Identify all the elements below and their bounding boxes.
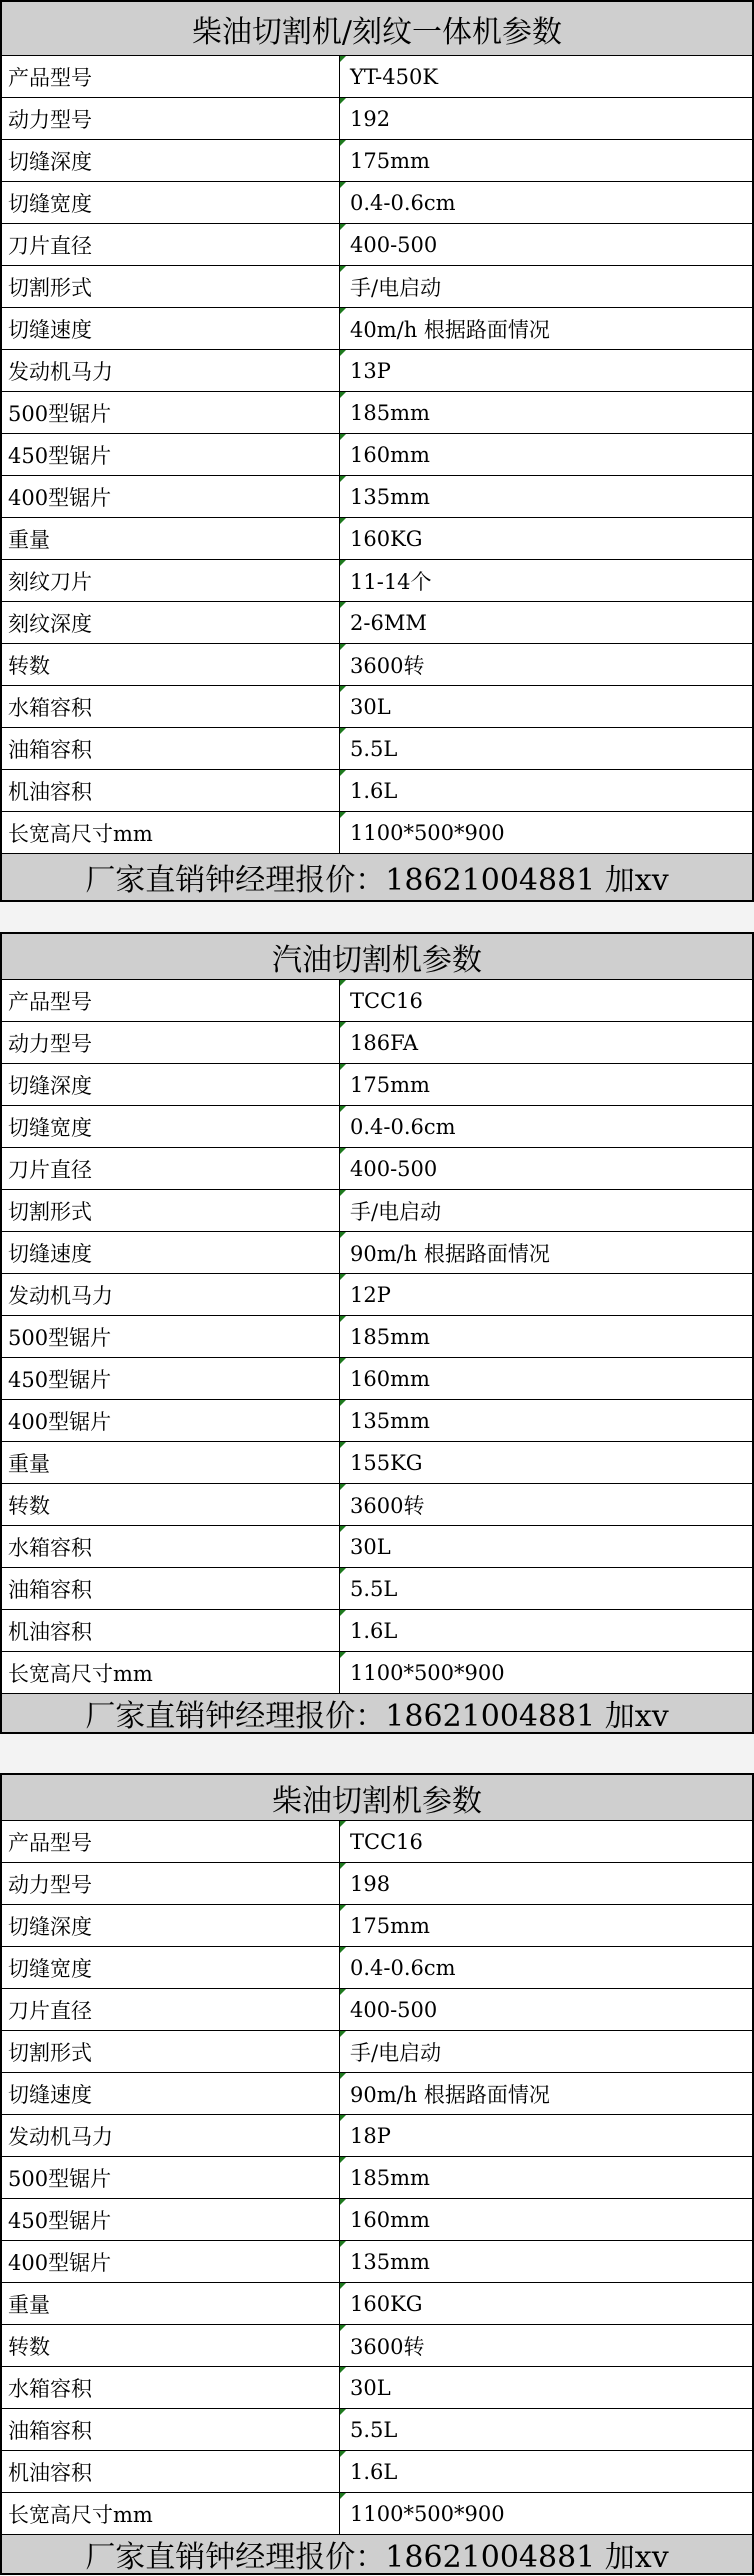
spec-value: 192 xyxy=(340,98,752,139)
spec-value: 160mm xyxy=(340,434,752,475)
spec-value: 175mm xyxy=(340,1064,752,1105)
spec-value: 18P xyxy=(340,2115,752,2156)
spec-value: 185mm xyxy=(340,2157,752,2198)
table-row xyxy=(2,1148,752,1190)
table-row xyxy=(2,644,752,686)
table-row xyxy=(2,1989,752,2031)
table-row xyxy=(2,812,752,854)
spec-value: 30L xyxy=(340,686,752,727)
table-row xyxy=(2,2283,752,2325)
table-row xyxy=(2,1064,752,1106)
spec-value: 185mm xyxy=(340,1316,752,1357)
spec-label: 水箱容积 xyxy=(2,2367,340,2408)
spec-label: 400型锯片 xyxy=(2,1400,340,1441)
table-row xyxy=(2,770,752,812)
spec-value: 5.5L xyxy=(340,1568,752,1609)
table-row xyxy=(2,2031,752,2073)
spec-label: 切缝宽度 xyxy=(2,182,340,223)
table-row xyxy=(2,518,752,560)
spec-value: 5.5L xyxy=(340,728,752,769)
spec-label: 发动机马力 xyxy=(2,2115,340,2156)
spec-label: 切割形式 xyxy=(2,266,340,307)
table-row xyxy=(2,266,752,308)
spec-label: 切缝宽度 xyxy=(2,1106,340,1147)
spec-value: 1100*500*900 xyxy=(340,2493,752,2534)
table-row xyxy=(2,1106,752,1148)
spec-label: 切缝深度 xyxy=(2,1064,340,1105)
spec-label: 机油容积 xyxy=(2,770,340,811)
spec-value: 155KG xyxy=(340,1442,752,1483)
spec-value: 11-14个 xyxy=(340,560,752,601)
spec-value: 3600转 xyxy=(340,1484,752,1525)
spec-label: 发动机马力 xyxy=(2,350,340,391)
table-row xyxy=(2,728,752,770)
table-row xyxy=(2,1358,752,1400)
table-row xyxy=(2,1316,752,1358)
table-row xyxy=(2,434,752,476)
spec-label: 450型锯片 xyxy=(2,434,340,475)
table-row xyxy=(2,2241,752,2283)
table-row xyxy=(2,2451,752,2493)
table-title: 柴油切割机参数 xyxy=(2,1773,752,1821)
contact-footer: 厂家直销钟经理报价：18621004881 加xv xyxy=(2,2535,752,2575)
spec-label: 机油容积 xyxy=(2,1610,340,1651)
table-row xyxy=(2,308,752,350)
table-row xyxy=(2,2073,752,2115)
spec-value: 175mm xyxy=(340,140,752,181)
table-row xyxy=(2,350,752,392)
contact-footer: 厂家直销钟经理报价：18621004881 加xv xyxy=(2,854,752,902)
spec-table xyxy=(0,1773,754,2575)
spec-value: 160mm xyxy=(340,2199,752,2240)
spec-label: 长宽高尺寸mm xyxy=(2,1652,340,1693)
table-row xyxy=(2,1022,752,1064)
spec-label: 油箱容积 xyxy=(2,728,340,769)
spec-value: 185mm xyxy=(340,392,752,433)
spec-value: TCC16 xyxy=(340,1821,752,1862)
table-row xyxy=(2,1568,752,1610)
contact-footer: 厂家直销钟经理报价：18621004881 加xv xyxy=(2,1694,752,1734)
spec-label: 切缝深度 xyxy=(2,140,340,181)
table-row xyxy=(2,1274,752,1316)
table-row xyxy=(2,1190,752,1232)
table-row xyxy=(2,686,752,728)
spec-label: 油箱容积 xyxy=(2,2409,340,2450)
spec-value: 手/电启动 xyxy=(340,2031,752,2072)
table-row xyxy=(2,980,752,1022)
spec-label: 产品型号 xyxy=(2,56,340,97)
spec-label: 刻纹深度 xyxy=(2,602,340,643)
spec-label: 重量 xyxy=(2,1442,340,1483)
spec-value: 160KG xyxy=(340,2283,752,2324)
spec-value: 30L xyxy=(340,2367,752,2408)
spec-label: 长宽高尺寸mm xyxy=(2,2493,340,2534)
table-row xyxy=(2,392,752,434)
spec-value: 0.4-0.6cm xyxy=(340,1106,752,1147)
table-title: 柴油切割机/刻纹一体机参数 xyxy=(2,0,752,56)
spec-value: 2-6MM xyxy=(340,602,752,643)
spec-label: 刻纹刀片 xyxy=(2,560,340,601)
table-row xyxy=(2,602,752,644)
spec-label: 发动机马力 xyxy=(2,1274,340,1315)
spec-value: 40m/h 根据路面情况 xyxy=(340,308,752,349)
table-row xyxy=(2,2157,752,2199)
spec-label: 产品型号 xyxy=(2,980,340,1021)
spec-value: 160mm xyxy=(340,1358,752,1399)
spec-value: 0.4-0.6cm xyxy=(340,182,752,223)
spec-value: YT-450K xyxy=(340,56,752,97)
spec-value: TCC16 xyxy=(340,980,752,1021)
spec-label: 切缝速度 xyxy=(2,308,340,349)
spec-value: 12P xyxy=(340,1274,752,1315)
spec-label: 500型锯片 xyxy=(2,2157,340,2198)
table-row xyxy=(2,98,752,140)
table-row xyxy=(2,1863,752,1905)
spec-value: 175mm xyxy=(340,1905,752,1946)
spec-value: 186FA xyxy=(340,1022,752,1063)
spec-label: 500型锯片 xyxy=(2,392,340,433)
spec-value: 手/电启动 xyxy=(340,266,752,307)
spec-label: 切缝深度 xyxy=(2,1905,340,1946)
spec-value: 135mm xyxy=(340,1400,752,1441)
spec-value: 5.5L xyxy=(340,2409,752,2450)
table-row xyxy=(2,2115,752,2157)
spec-label: 动力型号 xyxy=(2,1863,340,1904)
spec-label: 重量 xyxy=(2,2283,340,2324)
spec-value: 手/电启动 xyxy=(340,1190,752,1231)
spec-label: 动力型号 xyxy=(2,1022,340,1063)
spec-value: 90m/h 根据路面情况 xyxy=(340,1232,752,1273)
spec-label: 刀片直径 xyxy=(2,1148,340,1189)
table-row xyxy=(2,1400,752,1442)
table-row xyxy=(2,560,752,602)
spec-value: 400-500 xyxy=(340,1148,752,1189)
spec-value: 1.6L xyxy=(340,2451,752,2492)
spec-label: 转数 xyxy=(2,2325,340,2366)
spec-value: 30L xyxy=(340,1526,752,1567)
spec-value: 400-500 xyxy=(340,224,752,265)
spec-label: 水箱容积 xyxy=(2,686,340,727)
spec-value: 1100*500*900 xyxy=(340,812,752,853)
spec-value: 135mm xyxy=(340,476,752,517)
spec-value: 198 xyxy=(340,1863,752,1904)
table-row xyxy=(2,1905,752,1947)
spec-value: 1.6L xyxy=(340,770,752,811)
table-row xyxy=(2,2367,752,2409)
table-row xyxy=(2,1652,752,1694)
spec-label: 水箱容积 xyxy=(2,1526,340,1567)
spec-value: 3600转 xyxy=(340,2325,752,2366)
table-row xyxy=(2,182,752,224)
spec-value: 1100*500*900 xyxy=(340,1652,752,1693)
table-title: 汽油切割机参数 xyxy=(2,932,752,980)
table-row xyxy=(2,1610,752,1652)
table-row xyxy=(2,2199,752,2241)
spec-label: 动力型号 xyxy=(2,98,340,139)
table-row xyxy=(2,1821,752,1863)
spec-table xyxy=(0,932,754,1734)
spec-table xyxy=(0,0,754,902)
table-row xyxy=(2,56,752,98)
spec-label: 450型锯片 xyxy=(2,2199,340,2240)
spec-label: 转数 xyxy=(2,1484,340,1525)
spec-value: 3600转 xyxy=(340,644,752,685)
spec-label: 400型锯片 xyxy=(2,2241,340,2282)
spec-label: 500型锯片 xyxy=(2,1316,340,1357)
table-row xyxy=(2,1484,752,1526)
spec-label: 产品型号 xyxy=(2,1821,340,1862)
spec-value: 13P xyxy=(340,350,752,391)
spec-label: 重量 xyxy=(2,518,340,559)
spec-value: 400-500 xyxy=(340,1989,752,2030)
spec-label: 切缝速度 xyxy=(2,2073,340,2114)
spec-label: 400型锯片 xyxy=(2,476,340,517)
spec-label: 刀片直径 xyxy=(2,1989,340,2030)
table-row xyxy=(2,140,752,182)
table-row xyxy=(2,1526,752,1568)
table-row xyxy=(2,476,752,518)
spec-value: 90m/h 根据路面情况 xyxy=(340,2073,752,2114)
spec-value: 160KG xyxy=(340,518,752,559)
spec-label: 刀片直径 xyxy=(2,224,340,265)
spec-label: 长宽高尺寸mm xyxy=(2,812,340,853)
table-row xyxy=(2,2409,752,2451)
table-row xyxy=(2,2493,752,2535)
spec-value: 1.6L xyxy=(340,1610,752,1651)
spec-label: 切割形式 xyxy=(2,1190,340,1231)
table-row xyxy=(2,224,752,266)
spec-label: 切缝宽度 xyxy=(2,1947,340,1988)
table-row xyxy=(2,2325,752,2367)
spec-label: 转数 xyxy=(2,644,340,685)
spec-label: 切割形式 xyxy=(2,2031,340,2072)
section-gap xyxy=(0,1733,754,1773)
spec-value: 135mm xyxy=(340,2241,752,2282)
spec-label: 450型锯片 xyxy=(2,1358,340,1399)
table-row xyxy=(2,1232,752,1274)
spec-label: 切缝速度 xyxy=(2,1232,340,1273)
spec-label: 机油容积 xyxy=(2,2451,340,2492)
table-row xyxy=(2,1947,752,1989)
table-row xyxy=(2,1442,752,1484)
spec-value: 0.4-0.6cm xyxy=(340,1947,752,1988)
spec-label: 油箱容积 xyxy=(2,1568,340,1609)
